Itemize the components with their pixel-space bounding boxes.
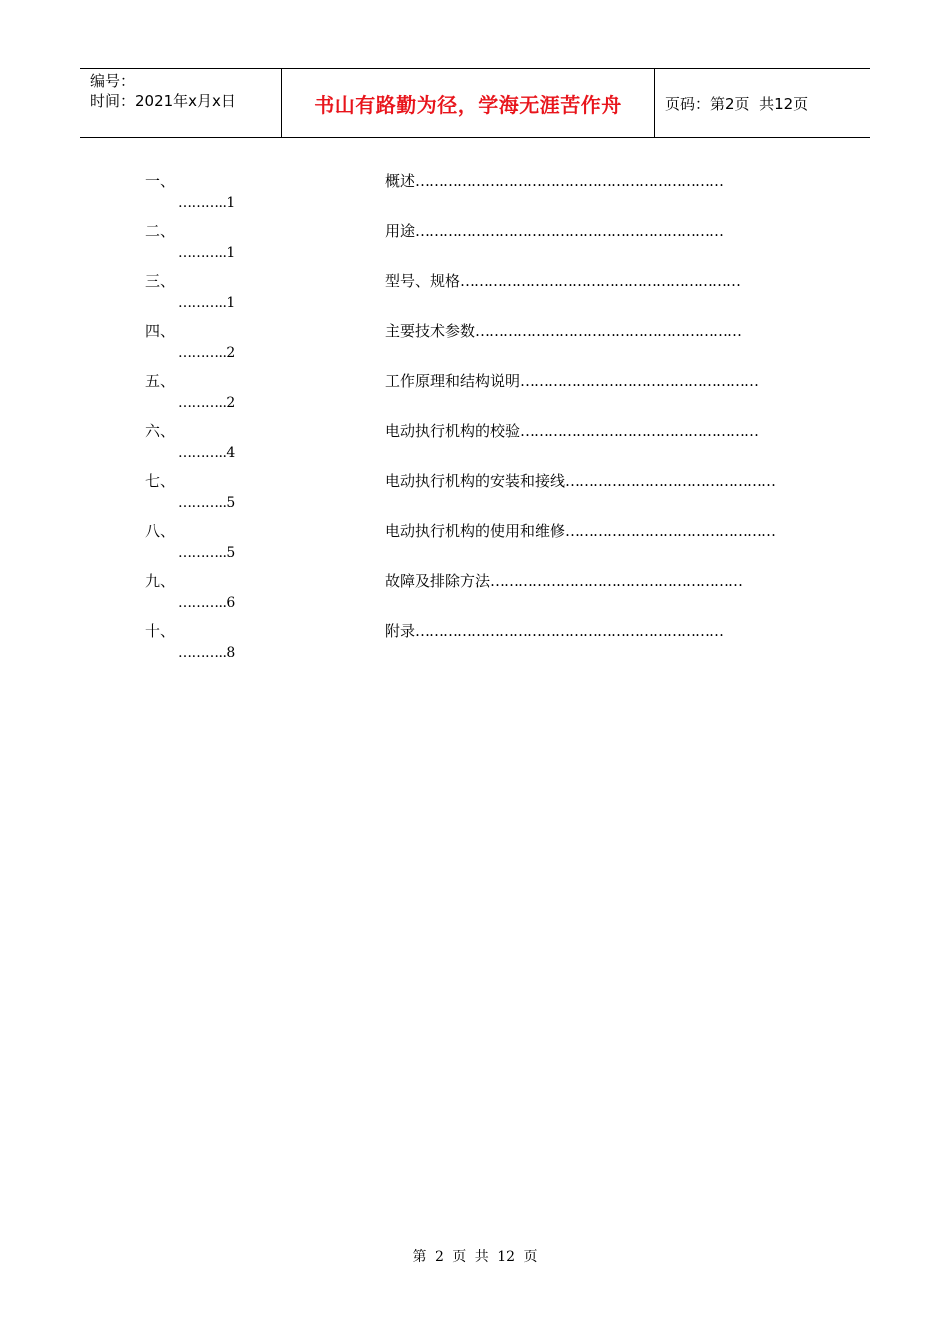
toc-leader: …………………………………………………… <box>460 272 741 290</box>
toc-title: 附录 <box>385 622 416 640</box>
toc-title: 电动执行机构的安装和接线 <box>385 472 566 490</box>
toc-leader: …………………………………………… <box>520 372 759 390</box>
toc-item[interactable] <box>0 570 950 620</box>
toc-item[interactable] <box>0 220 950 270</box>
toc-page-number: ………..1 <box>178 245 235 261</box>
toc-page-number: ………..1 <box>178 195 235 211</box>
toc-number: 五、 <box>145 372 176 390</box>
page-footer <box>0 1246 950 1266</box>
toc-title-line <box>385 370 805 391</box>
toc-number: 一、 <box>145 172 176 190</box>
toc-title: 电动执行机构的校验 <box>385 422 521 440</box>
toc-title: 概述 <box>385 172 416 190</box>
toc-item[interactable] <box>0 370 950 420</box>
toc-title: 工作原理和结构说明 <box>385 372 521 390</box>
toc-leader: ……………………………………………… <box>490 572 743 590</box>
toc-number: 九、 <box>145 572 176 590</box>
toc-item[interactable] <box>0 170 950 220</box>
header-page-cell <box>655 69 870 137</box>
table-of-contents <box>0 170 950 670</box>
toc-title: 主要技术参数 <box>385 322 476 340</box>
toc-title-line <box>385 420 805 441</box>
toc-item[interactable] <box>0 520 950 570</box>
toc-title-line <box>385 570 805 591</box>
toc-page-number: ………..8 <box>178 645 235 661</box>
footer-page-number: 第 2 页 共 12 页 <box>412 1249 538 1265</box>
toc-title: 用途 <box>385 222 416 240</box>
toc-leader: ………………………………………………………… <box>415 172 724 190</box>
toc-item[interactable] <box>0 420 950 470</box>
toc-item[interactable] <box>0 320 950 370</box>
toc-title: 型号、规格 <box>385 272 461 290</box>
toc-title-line <box>385 220 805 241</box>
toc-page-number: ………..2 <box>178 345 235 361</box>
toc-title-line <box>385 520 805 541</box>
toc-page-number: ………..5 <box>178 495 235 511</box>
toc-item[interactable] <box>0 470 950 520</box>
header-meta-cell <box>80 69 281 137</box>
toc-title: 电动执行机构的使用和维修 <box>385 522 566 540</box>
toc-page-number: ………..2 <box>178 395 235 411</box>
toc-item[interactable] <box>0 620 950 670</box>
toc-leader: ……………………………………… <box>565 522 776 540</box>
document-time-label: 时间：2021年x月x日 <box>90 92 236 110</box>
toc-title-line <box>385 170 805 191</box>
toc-leader: ……………………………………… <box>565 472 776 490</box>
toc-item[interactable] <box>0 270 950 320</box>
toc-number: 十、 <box>145 622 176 640</box>
toc-leader: ………………………………………………… <box>475 322 742 340</box>
header-page-info: 页码：第2页 共12页 <box>665 94 809 113</box>
toc-title-line <box>385 620 805 641</box>
toc-number: 三、 <box>145 272 176 290</box>
toc-title-line <box>385 470 805 491</box>
toc-title: 故障及排除方法 <box>385 572 491 590</box>
header-motto-cell <box>281 69 655 137</box>
toc-number: 七、 <box>145 472 176 490</box>
document-header <box>80 68 870 138</box>
toc-leader: …………………………………………… <box>520 422 759 440</box>
toc-number: 二、 <box>145 222 176 240</box>
document-number-label: 编号： <box>90 72 136 90</box>
toc-leader: ………………………………………………………… <box>415 222 724 240</box>
header-motto: 书山有路勤为径，学海无涯苦作舟 <box>314 92 622 117</box>
toc-page-number: ………..5 <box>178 545 235 561</box>
toc-leader: ………………………………………………………… <box>415 622 724 640</box>
toc-title-line <box>385 270 805 291</box>
toc-title-line <box>385 320 805 341</box>
toc-number: 八、 <box>145 522 176 540</box>
toc-number: 四、 <box>145 322 176 340</box>
toc-page-number: ………..6 <box>178 595 235 611</box>
toc-page-number: ………..4 <box>178 445 235 461</box>
toc-number: 六、 <box>145 422 176 440</box>
toc-page-number: ………..1 <box>178 295 235 311</box>
